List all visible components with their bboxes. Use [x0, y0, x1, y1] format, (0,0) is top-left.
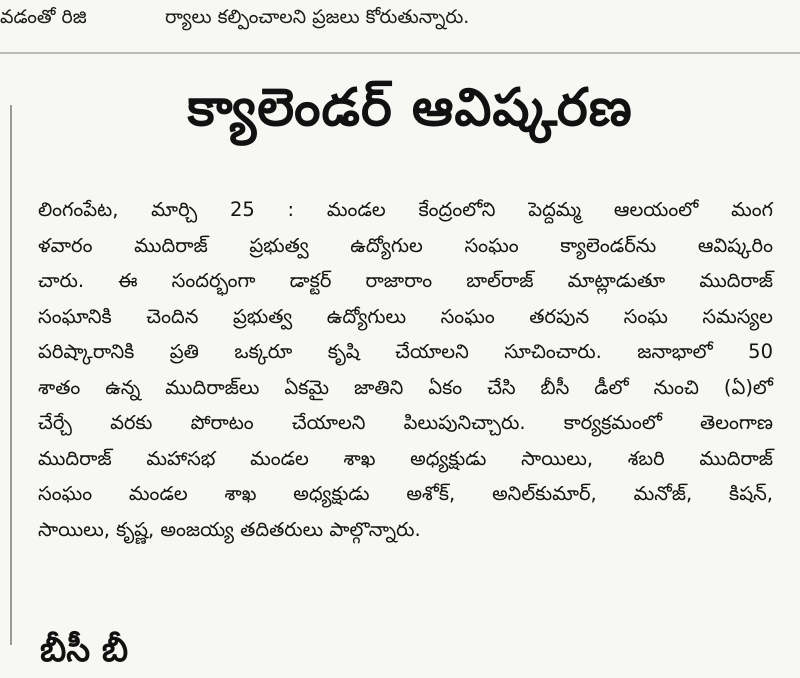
- previous-article-text-right: ర్యాలు కల్పించాలని ప్రజలు కోరుతున్నారు.: [165, 6, 470, 28]
- article-body: [38, 192, 773, 547]
- article-line: ళవారం ముదిరాజ్ ప్రభుత్వ ఉద్యోగుల సంఘం క్యాలెండర్‌ను ఆవిష్కరిం: [38, 233, 773, 257]
- next-article-headline-clip: [40, 630, 800, 670]
- next-article-headline: బీసీ బీ: [40, 630, 129, 670]
- article-line: లింగంపేట, మార్చి 25 : మండల కేంద్రంలోని పెద్దమ్మ ఆలయంలో మంగ: [38, 198, 773, 221]
- section-divider: [0, 52, 800, 54]
- article-line: సాయిలు, కృష్ణ, అంజయ్య తదితరులు పాల్గొన్నారు.: [38, 517, 421, 541]
- article-line: ముదిరాజ్ మహాసభ మండల శాఖ అధ్యక్షుడు సాయిలు, శబరి ముదిరాజ్: [38, 446, 773, 470]
- column-rule: [10, 105, 12, 645]
- article-line: చారు. ఈ సందర్భంగా డాక్టర్ రాజారాం బాల్‌రాజ్ మాట్లాడుతూ ముదిరాజ్: [38, 269, 773, 292]
- article-headline: క్యాలెండర్ ఆవిష్కరణ: [187, 78, 633, 138]
- article-line: శాతం ఉన్న ముదిరాజ్‌లు ఏకమై జాతిని ఏకం చేసి బీసీ డీలో నుంచి (ఏ)లో: [38, 375, 773, 399]
- article-line: సంఘానికి చెందిన ప్రభుత్వ ఉద్యోగులు సంఘం తరపున సంఘ సమస్యల: [38, 304, 773, 328]
- article-line: సంఘం మండల శాఖ అధ్యక్షుడు అశోక్, అనిల్‌కుమార్, మనోజ్, కిషన్,: [38, 482, 773, 505]
- article-line: చేర్చే వరకు పోరాటం చేయాలని పిలుపునిచ్చారు. కార్యక్రమంలో తెలంగాణ: [38, 411, 773, 434]
- previous-article-text-left: వడంతో రిజి: [0, 6, 87, 28]
- article-line: పరిష్కారానికి ప్రతి ఒక్కరూ కృషి చేయాలని సూచించారు. జనాభాలో 50: [38, 340, 773, 363]
